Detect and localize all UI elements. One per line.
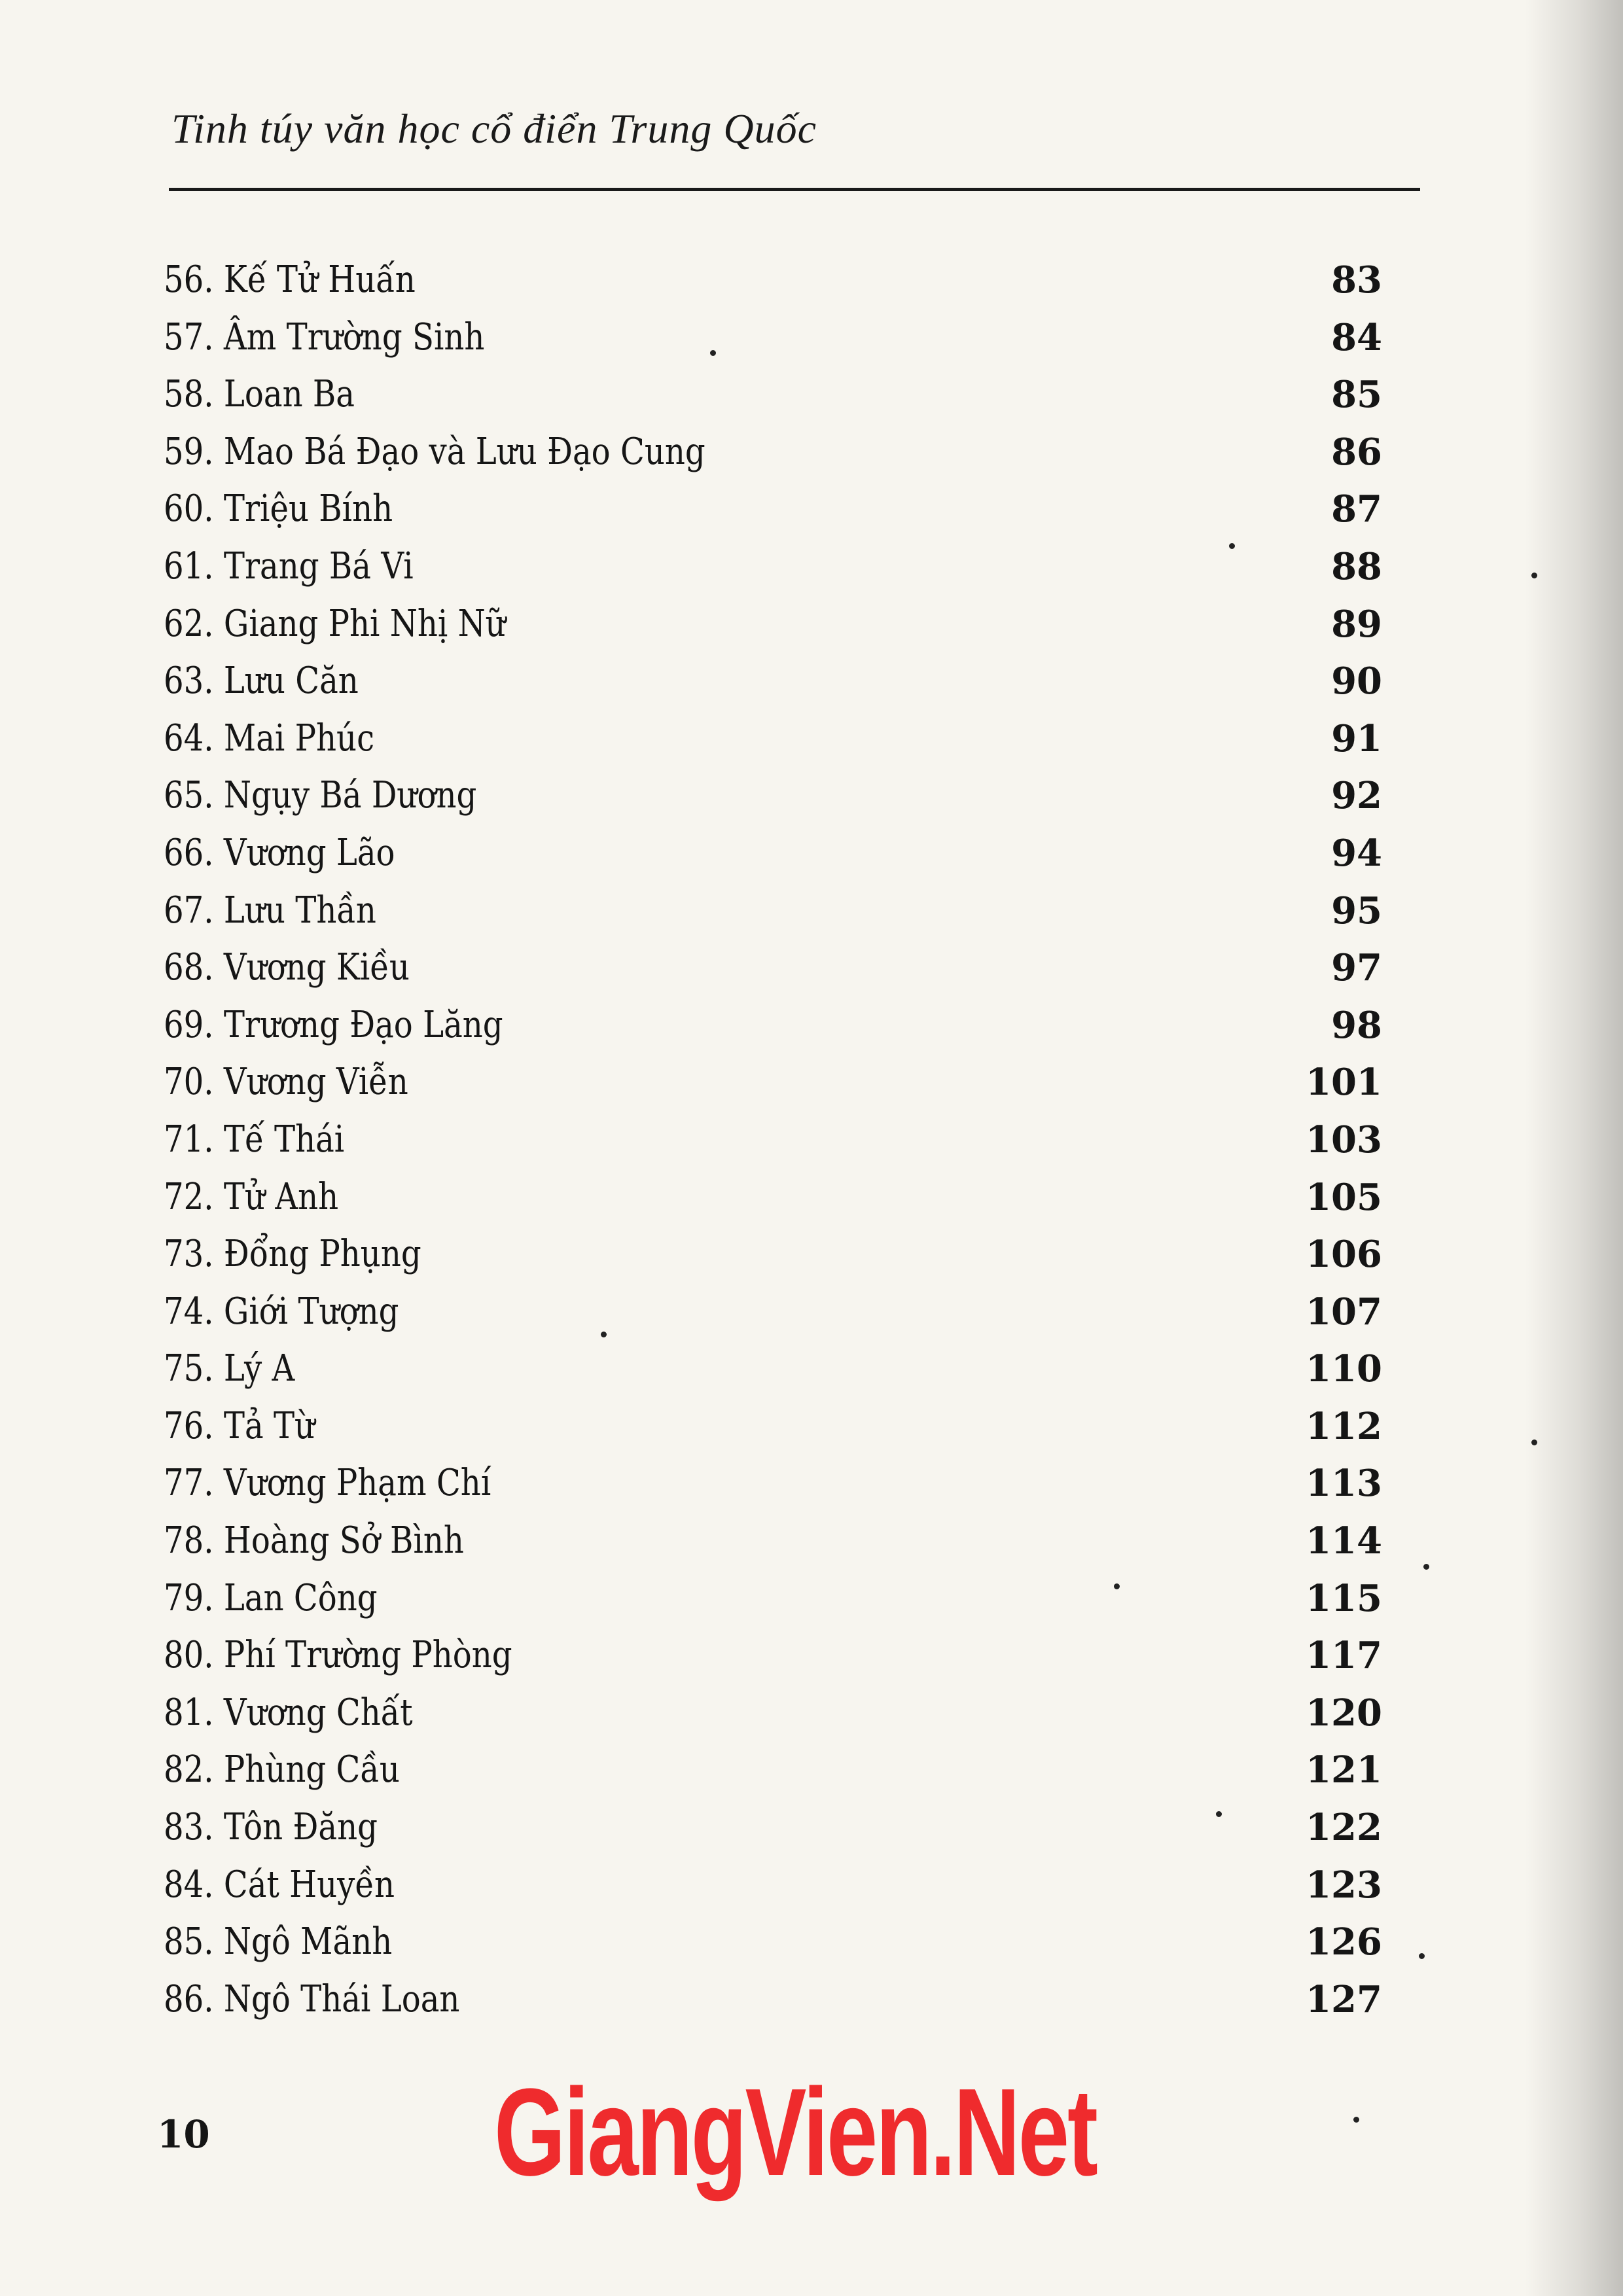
toc-entry bbox=[0, 1519, 1623, 1577]
toc-entry-title: 79. Lan Công bbox=[164, 1576, 378, 1619]
toc-entry bbox=[0, 431, 1623, 488]
toc-entry bbox=[0, 1691, 1623, 1749]
toc-entry-page: 88 bbox=[1331, 544, 1382, 588]
toc-entry-page: 92 bbox=[1331, 774, 1382, 818]
toc-entry-title: 74. Giới Tượng bbox=[164, 1290, 399, 1333]
toc-entry bbox=[0, 1920, 1623, 1978]
toc-entry-title: 75. Lý A bbox=[164, 1347, 295, 1390]
toc-entry-title: 66. Vương Lão bbox=[164, 831, 395, 874]
toc-entry-page: 114 bbox=[1306, 1519, 1382, 1563]
toc-entry-title: 86. Ngô Thái Loan bbox=[164, 1977, 460, 2021]
toc-entry bbox=[0, 1577, 1623, 1634]
toc-entry bbox=[0, 1061, 1623, 1118]
toc-entry-page: 87 bbox=[1331, 487, 1382, 531]
toc-entry-page: 98 bbox=[1331, 1003, 1382, 1047]
toc-entry-title: 77. Vương Phạm Chí bbox=[164, 1462, 491, 1505]
toc-entry-page: 84 bbox=[1331, 315, 1382, 359]
toc-entry-page: 95 bbox=[1331, 889, 1382, 932]
toc-entry-page: 126 bbox=[1306, 1920, 1382, 1964]
toc-entry bbox=[0, 1748, 1623, 1806]
toc-entry-page: 123 bbox=[1306, 1863, 1382, 1907]
toc-entry-page: 97 bbox=[1331, 946, 1382, 990]
toc-entry-page: 112 bbox=[1306, 1404, 1382, 1448]
toc-entry-page: 117 bbox=[1306, 1634, 1382, 1678]
scan-speck bbox=[1353, 2117, 1359, 2123]
scan-speck bbox=[1216, 1811, 1222, 1817]
toc-entry bbox=[0, 717, 1623, 775]
toc-entry-page: 115 bbox=[1306, 1576, 1382, 1620]
toc-entry bbox=[0, 1004, 1623, 1061]
toc-entry-page: 110 bbox=[1306, 1347, 1382, 1391]
toc-entry-page: 120 bbox=[1306, 1691, 1382, 1735]
toc-entry-title: 76. Tả Từ bbox=[164, 1404, 315, 1447]
toc-entry-title: 56. Kế Tử Huấn bbox=[164, 258, 416, 301]
toc-entry-title: 71. Tế Thái bbox=[164, 1118, 345, 1161]
page-number: 10 bbox=[157, 2112, 210, 2157]
toc-entry bbox=[0, 946, 1623, 1004]
scan-speck bbox=[710, 350, 716, 356]
toc-entry-title: 63. Lưu Căn bbox=[164, 660, 359, 703]
toc-entry-title: 83. Tôn Đăng bbox=[164, 1806, 378, 1849]
toc-entry-title: 62. Giang Phi Nhị Nữ bbox=[164, 602, 506, 645]
toc-entry-title: 82. Phùng Cầu bbox=[164, 1748, 400, 1792]
toc-entry-page: 89 bbox=[1331, 602, 1382, 646]
header-rule bbox=[169, 188, 1420, 191]
scan-speck bbox=[1423, 1564, 1429, 1570]
toc-entry-title: 81. Vương Chất bbox=[164, 1691, 413, 1734]
toc-entry bbox=[0, 1290, 1623, 1348]
toc-entry-title: 80. Phí Trường Phòng bbox=[164, 1634, 512, 1677]
toc-entry-page: 103 bbox=[1306, 1118, 1382, 1161]
toc-entry-title: 85. Ngô Mãnh bbox=[164, 1920, 393, 1964]
running-header: Tinh túy văn học cổ điển Trung Quốc bbox=[171, 105, 817, 152]
toc-entry bbox=[0, 316, 1623, 374]
toc-entry bbox=[0, 1634, 1623, 1691]
toc-entry-page: 85 bbox=[1331, 373, 1382, 417]
toc-entry-title: 72. Tử Anh bbox=[164, 1175, 339, 1218]
toc-entry-page: 91 bbox=[1331, 716, 1382, 760]
toc-entry-page: 127 bbox=[1306, 1977, 1382, 2021]
toc-entry-page: 107 bbox=[1306, 1290, 1382, 1333]
toc-entry-title: 70. Vương Viễn bbox=[164, 1061, 408, 1104]
scan-speck bbox=[1531, 1439, 1537, 1445]
toc-entry-page: 94 bbox=[1331, 831, 1382, 875]
toc-entry bbox=[0, 660, 1623, 717]
toc-entry bbox=[0, 1347, 1623, 1405]
toc-entry-title: 78. Hoàng Sở Bình bbox=[164, 1519, 464, 1563]
toc-entry-page: 90 bbox=[1331, 660, 1382, 703]
toc-entry-title: 59. Mao Bá Đạo và Lưu Đạo Cung bbox=[164, 430, 705, 473]
toc-entry bbox=[0, 487, 1623, 545]
toc-entry-page: 101 bbox=[1306, 1061, 1382, 1104]
toc-entry-page: 106 bbox=[1306, 1233, 1382, 1277]
toc-entry-page: 122 bbox=[1306, 1806, 1382, 1850]
toc-entry bbox=[0, 258, 1623, 316]
toc-entry-title: 65. Ngụy Bá Dương bbox=[164, 774, 477, 817]
scan-speck bbox=[1114, 1583, 1120, 1589]
toc-entry-title: 57. Âm Trường Sinh bbox=[164, 315, 485, 359]
scan-speck bbox=[1229, 543, 1235, 549]
toc-entry-title: 61. Trang Bá Vi bbox=[164, 544, 414, 588]
toc-entry-title: 84. Cát Huyền bbox=[164, 1863, 395, 1906]
toc-entry-page: 83 bbox=[1331, 258, 1382, 302]
toc-entry bbox=[0, 1118, 1623, 1176]
toc-entry bbox=[0, 1176, 1623, 1233]
toc-entry-title: 69. Trương Đạo Lăng bbox=[164, 1003, 503, 1046]
toc-entry bbox=[0, 603, 1623, 660]
toc-entry bbox=[0, 1462, 1623, 1519]
toc-entry bbox=[0, 1978, 1623, 2036]
toc-entry-page: 105 bbox=[1306, 1175, 1382, 1219]
toc-entry bbox=[0, 1233, 1623, 1290]
toc-entry-title: 58. Loan Ba bbox=[164, 373, 355, 416]
table-of-contents bbox=[0, 258, 1623, 2035]
watermark: GiangVien.Net bbox=[494, 2063, 1096, 2202]
toc-entry bbox=[0, 545, 1623, 603]
toc-entry-title: 73. Đổng Phụng bbox=[164, 1233, 421, 1276]
toc-entry bbox=[0, 1405, 1623, 1462]
toc-entry-page: 113 bbox=[1306, 1462, 1382, 1506]
toc-entry-title: 67. Lưu Thần bbox=[164, 889, 376, 932]
toc-entry-title: 68. Vương Kiều bbox=[164, 946, 410, 989]
scan-speck bbox=[1531, 573, 1537, 578]
scan-speck bbox=[1419, 1953, 1425, 1959]
toc-entry bbox=[0, 774, 1623, 832]
toc-entry-title: 60. Triệu Bính bbox=[164, 487, 393, 531]
toc-entry bbox=[0, 1806, 1623, 1863]
toc-entry bbox=[0, 373, 1623, 431]
toc-entry bbox=[0, 889, 1623, 947]
toc-entry-page: 86 bbox=[1331, 430, 1382, 474]
toc-entry-title: 64. Mai Phúc bbox=[164, 716, 375, 760]
toc-entry bbox=[0, 1863, 1623, 1921]
toc-entry-page: 121 bbox=[1306, 1748, 1382, 1792]
scan-speck bbox=[601, 1332, 607, 1337]
toc-entry bbox=[0, 832, 1623, 889]
